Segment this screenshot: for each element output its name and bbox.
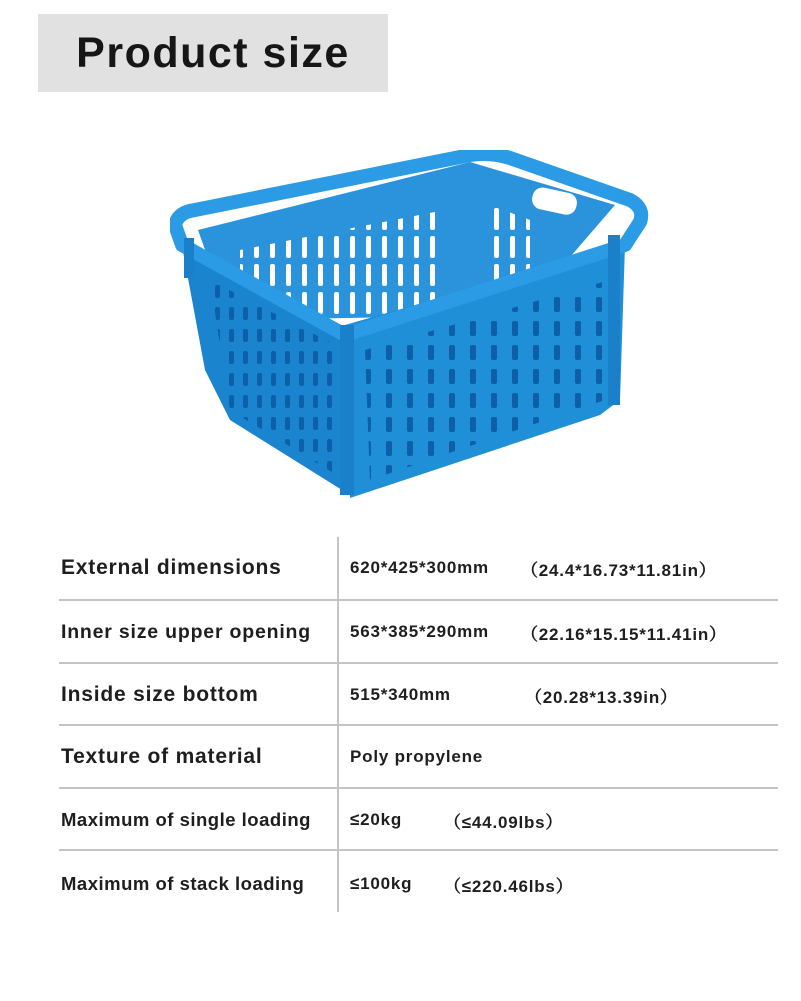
page-title: Product size — [76, 28, 350, 77]
spec-row-inner-size-upper-opening — [59, 601, 778, 663]
spec-value-imperial: （24.4*16.73*11.81in） — [521, 560, 717, 580]
spec-value-metric: Poly propylene — [350, 747, 484, 766]
spec-value-imperial: （22.16*15.15*11.41in） — [521, 624, 727, 644]
spec-label: Inside size bottom — [61, 683, 259, 706]
spec-value-metric: 563*385*290mm — [350, 622, 489, 641]
spec-value-metric: ≤20kg — [350, 810, 403, 829]
spec-value-metric: 515*340mm — [350, 685, 451, 704]
spec-table — [59, 537, 778, 913]
spec-row-inside-size-bottom — [59, 664, 778, 726]
spec-label: Maximum of single loading — [61, 809, 311, 830]
spec-value-imperial: （20.28*13.39in） — [525, 687, 678, 707]
spec-value-metric: ≤100kg — [350, 874, 413, 893]
spec-label: External dimensions — [61, 556, 282, 579]
product-image-crate — [170, 150, 650, 510]
spec-value-imperial: （≤220.46lbs） — [444, 876, 574, 896]
title-banner — [38, 14, 388, 92]
spec-row-max-single-loading — [59, 789, 778, 851]
spec-value-imperial: （≤44.09lbs） — [444, 812, 564, 832]
spec-label: Inner size upper opening — [61, 620, 311, 643]
spec-row-texture-of-material — [59, 726, 778, 788]
spec-label: Maximum of stack loading — [61, 873, 305, 894]
spec-row-external-dimensions — [59, 537, 778, 599]
spec-row-max-stack-loading — [59, 853, 778, 915]
spec-value-metric: 620*425*300mm — [350, 558, 489, 577]
spec-label: Texture of material — [61, 745, 263, 768]
row-divider — [59, 849, 778, 851]
